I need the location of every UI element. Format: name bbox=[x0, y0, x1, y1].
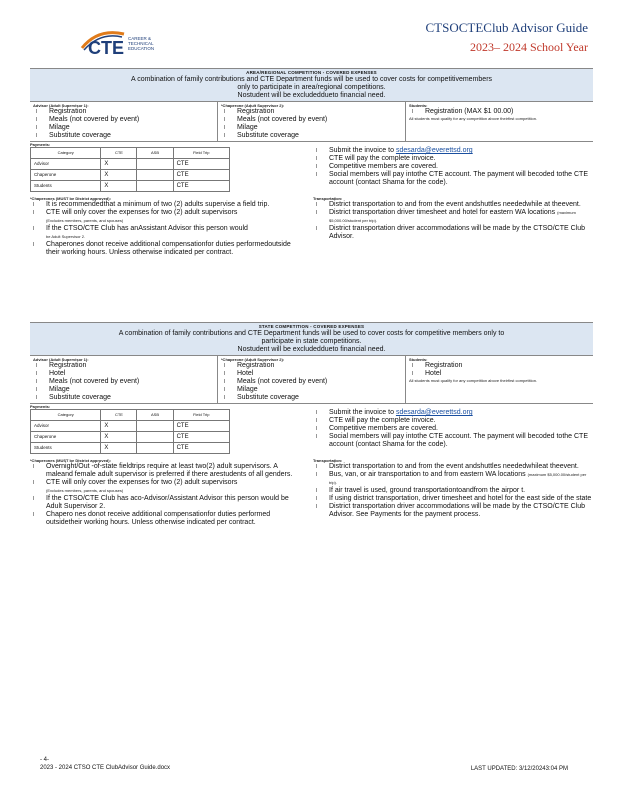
list-item: l Hotel bbox=[412, 370, 442, 377]
transportation-heading: Transportation: bbox=[313, 458, 343, 463]
students-column bbox=[406, 102, 593, 141]
area-regional-section bbox=[30, 68, 593, 257]
list-item: l Meals (not covered by event) bbox=[224, 378, 328, 385]
list-item: l Meals (not covered by event) bbox=[36, 116, 140, 123]
list-item: l Bus, van, or air transportation to and from eastern WA locations (maximum $5,000.00/student per trip). bbox=[316, 471, 587, 485]
list-item: l If the CTSO/CTE Club has anAssistant Advisor this person would be Adult Supervisor 2. bbox=[33, 225, 248, 239]
list-item: l Hotel bbox=[36, 370, 66, 377]
list-item: l Registration bbox=[36, 362, 87, 369]
table-row: Chaperone X CTE bbox=[31, 432, 230, 443]
column-heading: Students: bbox=[409, 103, 428, 108]
table-row: Advisor X CTE bbox=[31, 421, 230, 432]
advisor-column bbox=[30, 102, 218, 141]
list-item: l District transportation driver accommodations will be made by the CTSO/CTE Club Advisor. bbox=[316, 225, 585, 240]
list-item: l Meals (not covered by event) bbox=[36, 378, 140, 385]
table-row: Chaperone X CTE bbox=[31, 170, 230, 181]
chaperones-heading: *Chaperones (MUST be District approved): bbox=[30, 196, 111, 201]
table-header: CTE bbox=[101, 148, 137, 159]
chaperone-column bbox=[218, 102, 406, 141]
list-item: l Chaperones donot receive additional compensationfor duties performedoutside their working hours. Unless otherwise indicated per contract. bbox=[33, 241, 291, 256]
column-heading: *Chaperone (Adult Supervisor 2): bbox=[221, 103, 285, 108]
students-note: All students must qualify for any competition above theirfirst competition. bbox=[409, 116, 538, 121]
list-item: l Overnight/Out -of-state fieldtrips require at least two(2) adult supervisors. A maleand female adult supervisor is preferred if there arestudents of all genders. bbox=[33, 463, 293, 478]
table-row: Students X CTE bbox=[31, 181, 230, 192]
list-item: l Substitute coverage bbox=[36, 394, 111, 401]
transportation-heading: Transportation: bbox=[313, 196, 343, 201]
list-item: l Competitive members are covered. bbox=[316, 163, 438, 170]
list-item: l CTE will pay the complete invoice. bbox=[316, 417, 436, 424]
email-link[interactable]: sdesarda@everettsd.org bbox=[395, 147, 473, 154]
list-item: l CTE will only cover the expenses for two (2) adult supervisors (Excludes members, parents, and spouses) bbox=[33, 209, 238, 223]
state-section bbox=[30, 322, 593, 527]
table-row: Advisor X CTE bbox=[31, 159, 230, 170]
last-updated: LAST UPDATED: 3/12/20243:04 PM bbox=[470, 766, 568, 772]
list-item: l Milage bbox=[224, 386, 258, 393]
intro-line: A combination of family contributions and CTE Department funds will be used to cover costs for competitive members only to bbox=[118, 330, 505, 337]
list-item: l Registration (MAX $1 00.00) bbox=[412, 108, 514, 115]
table-header: Category bbox=[31, 148, 101, 159]
school-year: 2023– 2024 School Year bbox=[469, 40, 588, 54]
list-item: l District transportation to and from the event andshuttles neededwhile at theevent. bbox=[316, 201, 581, 208]
list-item: l Registration bbox=[36, 108, 87, 115]
list-item: l District transportation driver accommodations will be made by the CTSO/CTE Club Advisor. See Payments for the payment process. bbox=[316, 503, 585, 518]
payments-block bbox=[30, 409, 593, 454]
chaperone-transport-block bbox=[30, 458, 593, 527]
list-item: l If air travel is used, ground transportationtoandfrom the airpor t. bbox=[316, 487, 526, 494]
list-item: l Substitute coverage bbox=[224, 394, 299, 401]
list-item: l Substitute coverage bbox=[36, 132, 111, 139]
table-header: Field Trip bbox=[173, 410, 229, 421]
svg-text:CTE: CTE bbox=[88, 38, 124, 58]
list-item: l Social members will pay intothe CTE account. The payment will becoded tothe CTE account (contact Shama for the code). bbox=[316, 433, 588, 448]
table-header: Category bbox=[31, 410, 101, 421]
list-item: l CTE will pay the complete invoice. bbox=[316, 155, 436, 162]
list-item: l It is recommendedthat a minimum of two (2) adults supervise a field trip. bbox=[33, 201, 270, 208]
section-heading: STATE COMPETITION - COVERED EXPENSES bbox=[258, 324, 365, 329]
intro-line: Nostudent will be excludeddueto financial need. bbox=[237, 346, 386, 353]
payments-block bbox=[30, 147, 593, 192]
intro-line: Nostudent will be excludeddueto financial need. bbox=[237, 92, 386, 99]
list-item: l Milage bbox=[36, 124, 70, 131]
list-item: l Milage bbox=[224, 124, 258, 131]
column-heading: Students: bbox=[409, 357, 428, 362]
payments-table bbox=[30, 147, 230, 192]
payments-heading: Payments: bbox=[30, 142, 51, 147]
cte-logo bbox=[78, 26, 178, 58]
svg-text:CAREER &: CAREER & bbox=[128, 36, 152, 41]
table-header: ASB bbox=[137, 410, 173, 421]
page-number: - 4- bbox=[40, 757, 49, 763]
advisor-column bbox=[30, 356, 218, 403]
intro-line: A combination of family contributions and CTE Department funds will be used to cover costs for competitivemembers bbox=[130, 76, 493, 83]
list-item: l Submit the invoice to sdesarda@everettsd.org bbox=[316, 409, 473, 416]
svg-text:TECHNICAL: TECHNICAL bbox=[128, 41, 154, 46]
file-name: 2023 - 2024 CTSO CTE ClubAdvisor Guide.docx bbox=[40, 765, 171, 771]
payments-table bbox=[30, 409, 230, 454]
intro-line: only to participate in area/regional competitions. bbox=[237, 84, 386, 91]
column-heading: Advisor (Adult Supervisor 1): bbox=[33, 357, 89, 362]
intro-line: participate in state competitions. bbox=[261, 338, 362, 345]
guide-title: CTSOCTEClub Advisor Guide bbox=[425, 20, 588, 35]
list-item: l If using district transportation, driver timesheet and hotel for the east side of the state bbox=[316, 495, 592, 502]
email-link[interactable]: sdesarda@everettsd.org bbox=[395, 409, 473, 416]
list-item: l Registration bbox=[412, 362, 463, 369]
table-row: Students X CTE bbox=[31, 443, 230, 454]
footer bbox=[40, 756, 170, 772]
chaperone-column bbox=[218, 356, 406, 403]
list-item: l Social members will pay intothe CTE account. The payment will becoded tothe CTE account (contact Shama for the code). bbox=[316, 171, 588, 186]
list-item: l District transportation to and from the event andshuttles neededwhileat theevent. bbox=[316, 463, 579, 470]
list-item: l CTE will only cover the expenses for two (2) adult supervisors (Excludes members, parents, and spouses) bbox=[33, 479, 238, 493]
list-item: l Hotel bbox=[224, 370, 254, 377]
list-item: l Registration bbox=[224, 108, 275, 115]
list-item: l If the CTSO/CTE Club has aco-Advisor/Assistant Advisor this person would be Adult Supervisor 2. bbox=[33, 495, 289, 510]
column-heading: Advisor (Adult Supervisor 1): bbox=[33, 103, 89, 108]
students-column bbox=[406, 356, 593, 403]
expense-columns bbox=[30, 102, 593, 142]
table-header: Field Trip bbox=[173, 148, 229, 159]
list-item: l District transportation driver timesheet and hotel for eastern WA locations (maximum $5,000.00/student per trip). bbox=[316, 209, 576, 223]
list-item: l Substitute coverage bbox=[224, 132, 299, 139]
expense-columns bbox=[30, 356, 593, 404]
svg-text:EDUCATION: EDUCATION bbox=[128, 46, 155, 51]
section-banner bbox=[30, 322, 593, 356]
list-item: l Competitive members are covered. bbox=[316, 425, 438, 432]
list-item: l Milage bbox=[36, 386, 70, 393]
list-item: l Submit the invoice to sdesarda@everettsd.org bbox=[316, 147, 473, 154]
table-header: CTE bbox=[101, 410, 137, 421]
list-item: l Registration bbox=[224, 362, 275, 369]
payments-heading: Payments: bbox=[30, 404, 51, 409]
list-item: l Chapero nes donot receive additional compensationfor duties performed outsidetheir working hours. Unless otherwise indicated per contract. bbox=[33, 511, 271, 526]
section-banner bbox=[30, 68, 593, 102]
chaperones-heading: *Chaperones (MUST be District approved): bbox=[30, 458, 111, 463]
chaperone-transport-block bbox=[30, 196, 593, 257]
list-item: l Meals (not covered by event) bbox=[224, 116, 328, 123]
students-note: All students must qualify for any competition above theirfirst competition. bbox=[409, 378, 538, 383]
column-heading: *Chaperone (Adult Supervisor 2): bbox=[221, 357, 285, 362]
table-header: ASB bbox=[137, 148, 173, 159]
section-heading: AREA/REGIONAL COMPETITION - COVERED EXPENSES bbox=[246, 70, 377, 75]
